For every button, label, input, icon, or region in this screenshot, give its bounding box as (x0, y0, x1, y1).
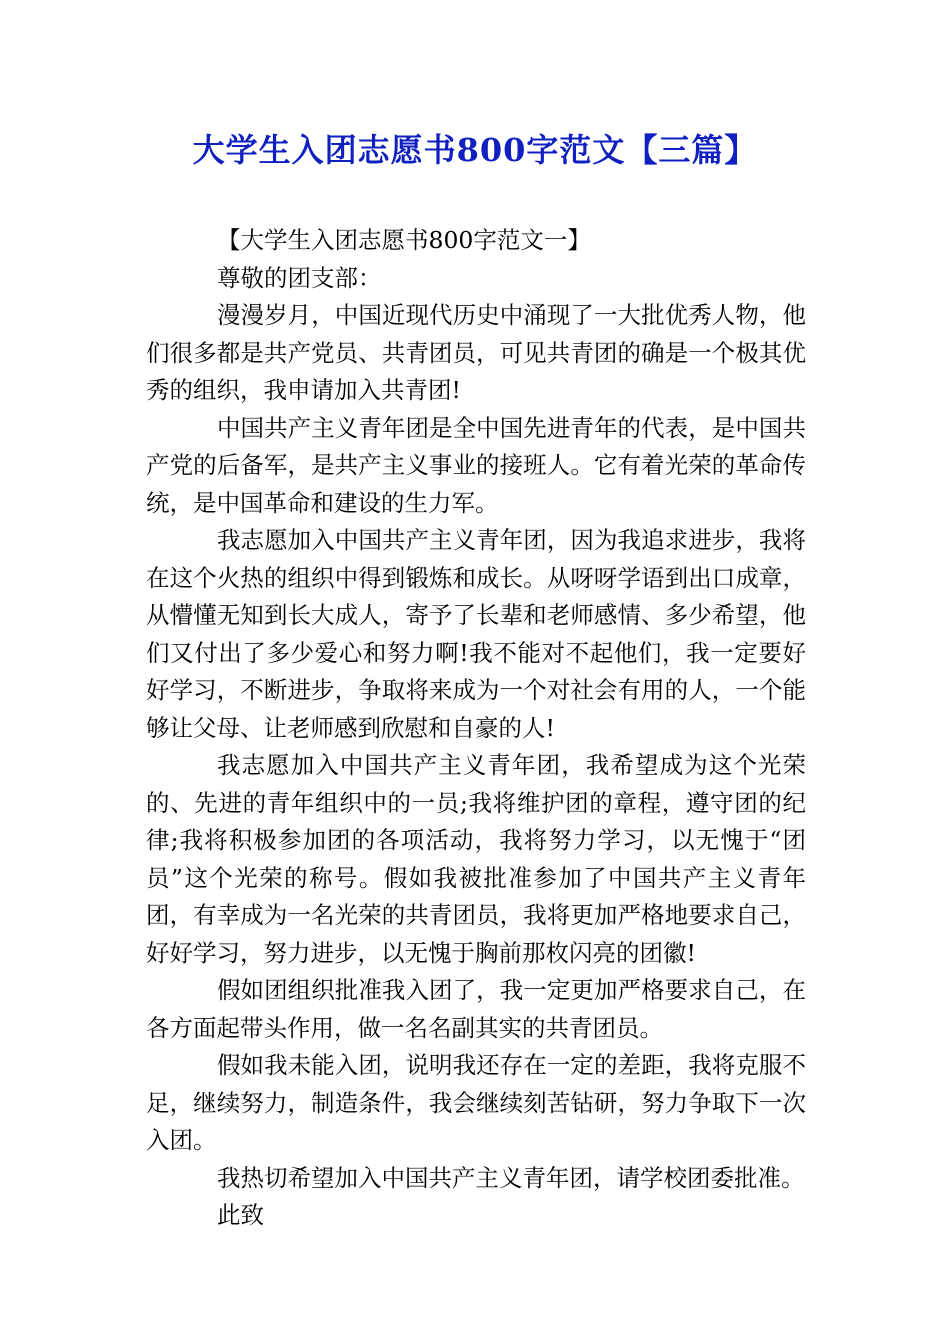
body-paragraph: 假如团组织批准我入团了，我一定更加严格要求自己，在各方面起带头作用，做一名名副其实的共青团员。 (146, 976, 806, 1042)
body-paragraph: 我志愿加入中国共产主义青年团，因为我追求进步，我将在这个火热的组织中得到锻炼和成长。从呀呀学语到出口成章，从懵懂无知到长大成人，寄予了长辈和老师感情、多少希望，他们又付出了多少爱心和努力啊!我不能对不起他们，我一定要好好学习，不断进步，争取将来成为一个对社会有用的人，一个能够让父母、让老师感到欣慰和自豪的人! (146, 526, 806, 742)
closing-line: 此致 (217, 1201, 264, 1229)
body-paragraph: 漫漫岁月，中国近现代历史中涌现了一大批优秀人物，他们很多都是共产党员、共青团员，可见共青团的确是一个极其优秀的组织，我申请加入共青团! (146, 301, 806, 404)
salutation: 尊敬的团支部： (217, 263, 382, 292)
document-title: 大学生入团志愿书800字范文【三篇】 (192, 131, 758, 169)
body-paragraph: 假如我未能入团，说明我还存在一定的差距，我将克服不足，继续努力，制造条件，我会继续刻苦钻研，努力争取下一次入团。 (146, 1051, 806, 1154)
document-body (146, 222, 806, 1235)
section-heading: 【大学生入团志愿书800字范文一】 (217, 226, 591, 254)
body-paragraph: 我热切希望加入中国共产主义青年团，请学校团委批准。 (217, 1163, 805, 1192)
body-paragraph: 中国共产主义青年团是全中国先进青年的代表，是中国共产党的后备军，是共产主义事业的接班人。它有着光荣的革命传统，是中国革命和建设的生力军。 (146, 413, 806, 517)
body-paragraph: 我志愿加入中国共产主义青年团，我希望成为这个光荣的、先进的青年组织中的一员;我将维护团的章程，遵守团的纪律;我将积极参加团的各项活动，我将努力学习，以无愧于“团员”这个光荣的称号。假如我被批准参加了中国共产主义青年团，有幸成为一名光荣的共青团员，我将更加严格地要求自己，好好学习，努力进步，以无愧于胸前那枚闪亮的团徽! (146, 751, 806, 967)
